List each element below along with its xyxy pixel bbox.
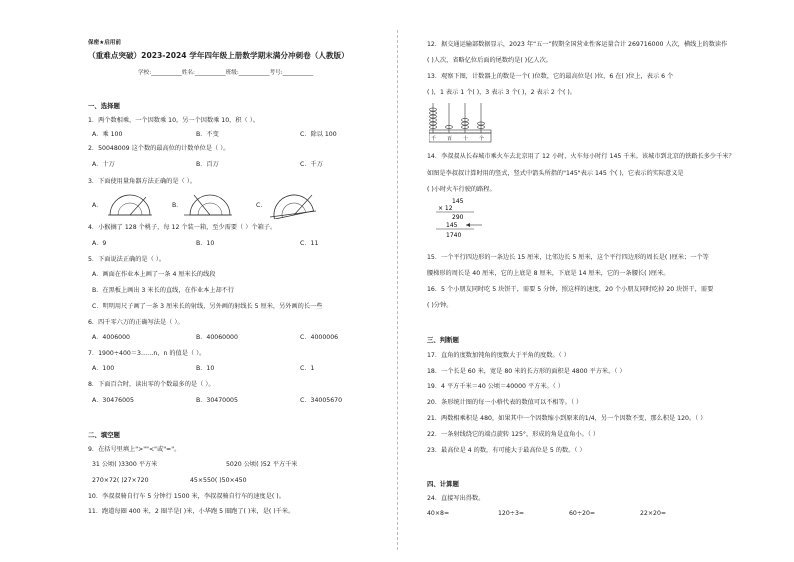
q1-option-a: A．乘 100 (92, 131, 123, 138)
q6-option-b: B．40060000 (196, 334, 238, 341)
q8-option-a: A．30476005 (92, 397, 134, 404)
judge-23: 23．最高位是 4 的数，有可能大于最高位是 5 的数。（ ） (427, 447, 586, 454)
judge-19: 19．4 平方千米＝40 公顷＝40000 平方米。（ ） (427, 383, 564, 390)
question-16-line2: ( )分钟。 (427, 302, 453, 309)
section-fill-heading: 二、填空题 (88, 431, 120, 439)
q9-item-4: 45×550( )50×450 (190, 477, 247, 484)
question-3: 3．下面使用量角器方法正确的是（ ）。 (88, 178, 196, 185)
question-14: 14．李叔叔从长春城市乘火车去北京用了 12 小时，火车每小时行 145 千米。该城市到北京的铁路长多少千米？ (427, 153, 735, 160)
judge-21: 21．两数相乘积是 480，如果其中一个因数缩小到原来的1/4，另一个因数不变，那么积是 120。（ ） (427, 415, 707, 422)
protractor-b-figure (184, 191, 234, 217)
abacus-label-thousands: 千 (431, 136, 437, 142)
secret-label: 保密★启用前 (88, 40, 121, 46)
q4-option-a: A．9 (92, 240, 107, 247)
question-13: 13．观察下图，计数器上的数是一个( )位数，它的最高位是( )位，6 在( )位上，表示 6 个 (427, 73, 674, 80)
q7-option-c: C．1 (300, 365, 315, 372)
calc-line-5: 1740 (446, 232, 462, 239)
question-12: 12．据交通运输部数据显示，2023 年“五一”假期全国营业性客运量合计 269716000 人次，横线上的数读作 (427, 41, 728, 48)
judge-17: 17．直角的度数加钝角的度数大于平角的度数。（ ） (427, 352, 570, 359)
q5-option-a: A．画面在作业本上画了一条 4 厘米长的线段 (92, 271, 216, 278)
question-12-line2: ( )人次，省略亿位后面的尾数约是( )亿人次。 (427, 57, 552, 64)
question-1: 1．两个数相乘，一个因数乘 10，另一个因数乘 10，积（ ）。 (88, 117, 259, 124)
question-7: 7．1900÷400＝3……n，n 的值是（ ）。 (88, 350, 206, 357)
exam-title: （重难点突破）2023-2024 学年四年级上册数学期末满分冲刺卷（人教版） (88, 51, 349, 60)
question-13-line2: ( )，1 表示 1 个( )，3 表示 3 个( )，2 表示 2 个( )。 (427, 89, 576, 96)
question-5: 5．下面说法正确的是（ ）。 (88, 256, 166, 263)
q1-option-b: B．不变 (196, 131, 219, 138)
calc-item-4: 22×20= (640, 510, 667, 517)
q9-item-2: 5020 公顷( )52 平方千米 (226, 461, 298, 468)
calc-item-1: 40×8= (427, 510, 450, 517)
q2-option-a: A．十万 (92, 161, 115, 168)
question-14-line3: ( )小时火车行驶的路程。 (427, 186, 496, 193)
q6-option-c: C．4000006 (300, 334, 339, 341)
q5-option-b: B．在黑板上画出 3 米长的直线，在作业本上却不行 (92, 287, 235, 294)
section-judge-heading: 三、判断题 (427, 336, 459, 344)
calc-item-2: 120÷3= (498, 510, 525, 517)
q1-option-c: C．除以 100 (300, 131, 337, 138)
protractor-c-figure (268, 189, 318, 219)
question-10: 10．李叔叔骑自行车 5 分钟行 1500 米，李叔叔骑自行车的速度是( )。 (88, 493, 285, 500)
q8-option-c: C．34005670 (300, 397, 343, 404)
calc-line-1: 145 (452, 198, 464, 205)
column-divider (397, 30, 398, 550)
question-4: 4．小猴摘了 128 个桃子，每 12 个装一箱，至少需要（ ）个箱子。 (88, 224, 277, 231)
question-6: 6．四千零六万的正确写法是（ ）。 (88, 319, 184, 326)
abacus-label-ones: 个 (479, 136, 485, 142)
question-9: 9．在括号里填上">""<"或"="。 (88, 446, 181, 453)
question-24: 24．直接写出得数。 (427, 495, 485, 502)
question-14-line2: 如图是李叔叔计算时用的竖式，竖式中箭头所指的"145"表示 145 个( )，它表示的实际意义是 (427, 170, 684, 177)
question-15: 15．一个平行四边形的一条边长 15 厘米，比邻边长 5 厘米，这个平行四边形的周长是( )厘米；一个等 (427, 254, 709, 261)
judge-18: 18．一个长是 60 米，宽是 80 米的长方形的面积是 4800 平方米。（ ） (427, 368, 626, 375)
q7-option-a: A．100 (92, 365, 115, 372)
section-calc-heading: 四、计算题 (427, 480, 459, 488)
q3-option-b: B． (172, 202, 183, 209)
calc-line-2: × 12 (438, 205, 453, 212)
q3-option-a: A． (92, 202, 103, 209)
judge-22: 22．一条射线绕它的端点旋转 125°，形成的角是直角小。（ ） (427, 431, 600, 438)
q9-item-3: 270×72( )27×720 (92, 477, 149, 484)
abacus-label-tens: 十 (463, 136, 469, 142)
student-info-line: 学校:___________姓名:___________班级:___________考号:___________ (138, 70, 314, 76)
protractor-a-figure (106, 191, 154, 217)
abacus-figure (429, 99, 501, 143)
q4-option-c: C．11 (300, 240, 319, 247)
calc-item-3: 60÷20= (569, 510, 596, 517)
calc-line-3: 290 (452, 214, 464, 221)
q2-option-b: B．百万 (196, 161, 219, 168)
q8-option-b: B．30470005 (196, 397, 238, 404)
judge-20: 20．条形统计图的每一小格代表的数值可以不相等。（ ） (427, 399, 583, 406)
q4-option-b: B．10 (196, 240, 215, 247)
calc-line-4: 145 (446, 222, 458, 229)
vertical-multiplication (430, 196, 500, 246)
question-2: 2．50048009 这个数的最高位的计数单位是（ ）。 (88, 145, 230, 152)
question-16: 16．5 个小朋友同时吃 5 块饼干，需要 5 分钟，照这样的速度，20 个小朋友同时吃掉 20 块饼干，需要 (427, 286, 714, 293)
q5-option-c: C．明明用尺子画了一条 3 厘米长的射线，另外画的射线长 5 厘米，另外画的长一些 (92, 303, 323, 310)
q2-option-c: C．千万 (300, 161, 323, 168)
q7-option-b: B．10 (196, 365, 215, 372)
q9-item-1: 31 公顷( )3300 平方米 (92, 461, 158, 468)
section-choice-heading: 一、选择题 (88, 102, 120, 110)
question-11: 11．跑道每圈 400 米，2 圈半是( )米，小华跑 5 圈跑了( )米，是( )千米。 (88, 508, 295, 515)
abacus-label-hundreds: 百 (447, 136, 453, 142)
q3-option-c: C． (256, 202, 267, 209)
question-15-line2: 腰梯形的周长是 40 厘米，它的上底是 8 厘米，下底是 14 厘米，它的一条腰长( )厘米。 (427, 270, 670, 277)
q6-option-a: A．4006000 (92, 334, 130, 341)
question-8: 8．下面百合时，读出零的个数最多的是（ ）。 (88, 381, 215, 388)
